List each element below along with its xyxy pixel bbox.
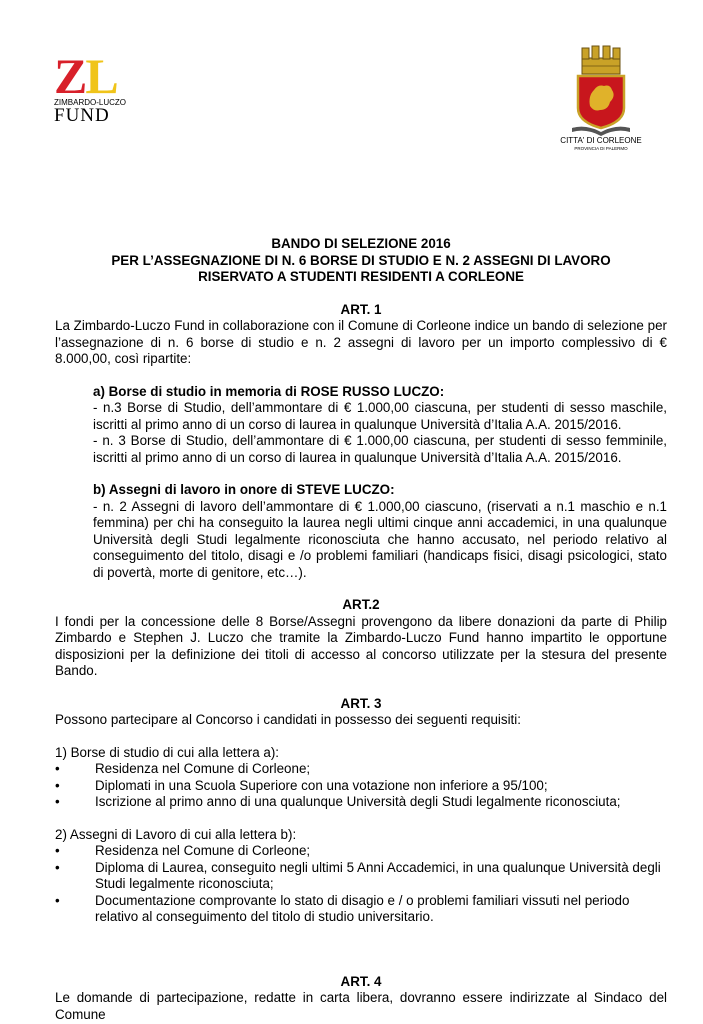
art1-heading: ART. 1 bbox=[340, 301, 382, 317]
art1-b-heading: b) Assegni di lavoro in onore di STEVE LUCZO: bbox=[93, 482, 395, 497]
art4-text: Le domande di partecipazione, redatte in carta libera, dovranno essere indirizzate al Sindaco del Comune bbox=[55, 990, 667, 1022]
art4-heading: ART. 4 bbox=[340, 973, 382, 989]
art1-section-a bbox=[93, 384, 667, 467]
document-body bbox=[55, 236, 667, 1023]
list-item: • Diplomati in una Scuola Superiore con una votazione non inferiore a 95/100; bbox=[55, 777, 548, 793]
art1-intro: La Zimbardo-Luczo Fund in collaborazione con il Comune di Corleone indice un bando di selezione per l’assegnazione di n. 6 borse di studio e n. 2 assegni di lavoro per un importo complessivo di € 8.000,00, così ripartite: bbox=[55, 318, 667, 366]
title-line-1: BANDO DI SELEZIONE 2016 bbox=[271, 236, 451, 251]
art3-heading: ART. 3 bbox=[340, 695, 382, 711]
crest-caption bbox=[545, 136, 657, 152]
art2-text: I fondi per la concessione delle 8 Borse/Assegni provengono da libere donazioni da parte di Philip Zimbardo e Stephen J. Luczo che tramite la Zimbardo-Luczo Fund hanno impartito le opportune disposizioni per la definizione dei titoli di accesso al concorso utilizzate per la stesura del presente Bando. bbox=[55, 613, 667, 678]
art3-group2-heading: 2) Assegni di Lavoro di cui alla lettera b): bbox=[55, 826, 297, 842]
document-title bbox=[55, 236, 667, 286]
corleone-crest-icon bbox=[572, 44, 630, 136]
logo-letter-l: L bbox=[85, 48, 117, 104]
art1-a-item-2: - n. 3 Borse di Studio, dell’ammontare di € 1.000,00 ciascuna, per studenti di sesso femminile, iscritti al primo anno di un corso di laurea in qualunque Università d’Italia A.A. 2015/2016. bbox=[93, 433, 667, 465]
crest-city: CITTA' DI CORLEONE bbox=[560, 136, 642, 145]
art3-intro: Possono partecipare al Concorso i candidati in possesso dei seguenti requisiti: bbox=[55, 712, 521, 727]
list-item: • Residenza nel Comune di Corleone; bbox=[55, 843, 311, 858]
bullet-icon: • bbox=[55, 892, 60, 908]
bullet-icon: • bbox=[55, 761, 60, 776]
art3-group1-heading: 1) Borse di studio di cui alla lettera a): bbox=[55, 744, 280, 760]
logo-subtitle: ZIMBARDO-LUCZO bbox=[54, 98, 126, 107]
list-item: • Residenza nel Comune di Corleone; bbox=[55, 761, 311, 776]
art1-a-heading: a) Borse di studio in memoria di ROSE RUSSO LUCZO: bbox=[93, 383, 445, 399]
logo-letter-z: Z bbox=[54, 48, 86, 104]
art2-heading: ART.2 bbox=[342, 597, 380, 612]
title-line-2: PER L’ASSEGNAZIONE DI N. 6 BORSE DI STUDIO E N. 2 ASSEGNI DI LAVORO bbox=[111, 252, 611, 268]
logo-fund: FUND bbox=[54, 105, 110, 126]
zimbardo-luczo-logo bbox=[54, 48, 126, 126]
title-line-3: RISERVATO A STUDENTI RESIDENTI A CORLEONE bbox=[198, 269, 524, 284]
art1-a-item-1: - n.3 Borse di Studio, dell’ammontare di € 1.000,00 ciascuna, per studenti di sesso maschile, iscritti al primo anno di un corso di laurea in qualunque Università d’Italia A.A. 2015/2016. bbox=[93, 400, 667, 432]
art1-b-item-1: - n. 2 Assegni di lavoro dell’ammontare di € 1.000,00 ciascuno, (riservati a n.1 maschio e n.1 femmina) per chi ha conseguito la laurea negli ultimi cinque anni accademici, in una qualunque Università degli Studi legalmente riconosciuta che hanno accusato, nel periodo relativo al conseguimento del titolo, disagi e /o problemi familiari (handicaps fisici, disagi psicologici, stato di povertà, morte di genitore, etc…). bbox=[93, 498, 667, 580]
list-item: • Diploma di Laurea, conseguito negli ultimi 5 Anni Accademici, in una qualunque Università degli Studi legalmente riconosciuta; bbox=[55, 859, 661, 891]
list-item: • Documentazione comprovante lo stato di disagio e / o problemi familiari vissuti nel periodo relativo al conseguimento del titolo di studio universitario. bbox=[55, 892, 630, 924]
bullet-icon: • bbox=[55, 859, 60, 875]
list-item: • Iscrizione al primo anno di una qualunque Università degli Studi legalmente riconosciuta; bbox=[55, 794, 621, 809]
bullet-icon: • bbox=[55, 777, 60, 793]
bullet-icon: • bbox=[55, 794, 60, 809]
bullet-icon: • bbox=[55, 843, 60, 858]
crest-province: PROVINCIA DI PALERMO bbox=[574, 146, 628, 151]
art1-section-b bbox=[93, 482, 667, 581]
